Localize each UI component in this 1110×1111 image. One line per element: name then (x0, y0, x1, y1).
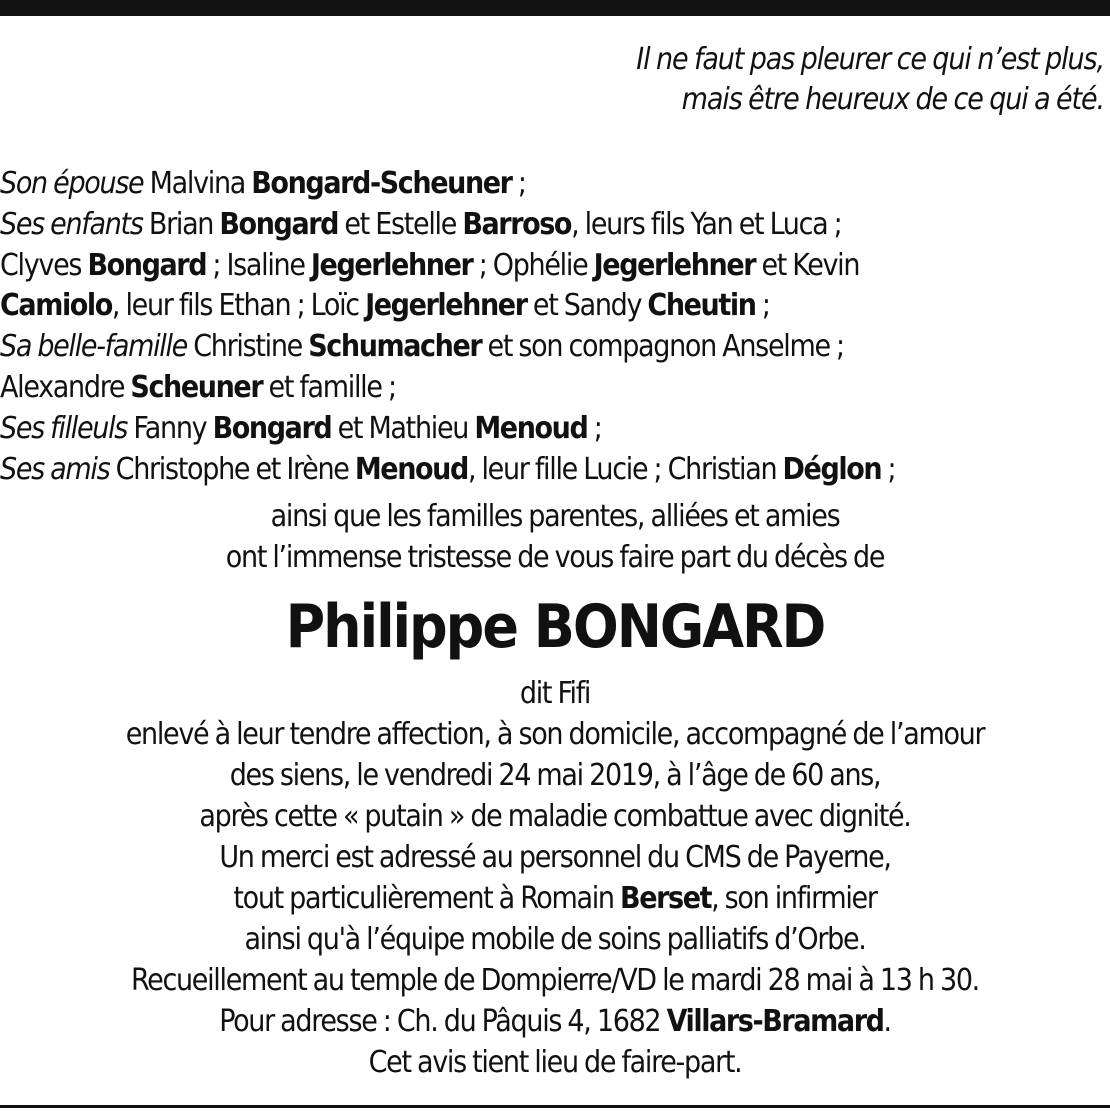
announcement-details (0, 673, 1110, 1083)
bottom-rule (0, 1105, 1110, 1108)
family-line-children: Ses enfants Brian Bongard et Estelle Barroso, leurs fils Yan et Luca ; (0, 206, 842, 242)
surname: Berset (620, 881, 712, 916)
surname: Menoud (474, 410, 588, 446)
details-line-7: Recueillement au temple de Dompierre/VD le mardi 28 mai à 13 h 30. (131, 963, 979, 998)
surname: Bongard (87, 247, 207, 283)
relation-label: Son épouse (0, 166, 144, 201)
surname: Bongard (212, 410, 332, 446)
quote-line-2: mais être heureux de ce qui a été. (681, 82, 1104, 117)
details-line-4: Un merci est adressé au personnel du CMS de Payerne, (219, 840, 891, 875)
surname: Barroso (462, 206, 572, 242)
locality: Villars-Bramard (666, 1004, 884, 1039)
details-line-1: enlevé à leur tendre affection, à son domicile, accompagné de l’amour (125, 717, 985, 752)
surname: Jegerlehner (365, 288, 527, 324)
surname: Scheuner (130, 369, 263, 405)
family-line-in-laws: Sa belle-famille Christine Schumacher et son compagnon Anselme ; (0, 329, 844, 365)
family-line-friends: Ses amis Christophe et Irène Menoud, leur fille Lucie ; Christian Déglon ; (0, 451, 896, 487)
surname: Camiolo (0, 288, 112, 324)
family-line-children-cont: Clyves Bongard ; Isaline Jegerlehner ; Ophélie Jegerlehner et Kevin (0, 247, 860, 283)
surname: Menoud (354, 451, 468, 487)
surname: Bongard-Scheuner (251, 166, 512, 201)
intro-line-2: ont l’immense tristesse de vous faire part du décès de (225, 540, 885, 575)
details-line-9: Cet avis tient lieu de faire-part. (368, 1045, 742, 1080)
details-line-6: ainsi qu'à l’équipe mobile de soins palliatifs d’Orbe. (244, 922, 866, 957)
top-rule (0, 0, 1110, 16)
family-line-children-cont-2: Camiolo, leur fils Ethan ; Loïc Jegerlehner et Sandy Cheutin ; (0, 288, 770, 324)
details-line-2: des siens, le vendredi 24 mai 2019, à l’âge de 60 ans, (229, 758, 881, 793)
surname: Cheutin (647, 288, 756, 324)
family-line-in-laws-cont: Alexandre Scheuner et famille ; (0, 369, 396, 405)
surname: Déglon (782, 451, 882, 487)
details-line-5: tout particulièrement à Romain Berset, son infirmier (233, 881, 877, 916)
nickname: dit Fifi (519, 676, 591, 711)
surname: Bongard (219, 206, 339, 242)
surname: Schumacher (308, 329, 482, 365)
announcement-intro (0, 496, 1110, 578)
family-line-spouse: Son épouse Malvina Bongard-Scheuner ; (0, 166, 526, 201)
relation-label: Ses filleuls (0, 410, 128, 446)
deceased-name: Philippe BONGARD (285, 592, 825, 662)
details-line-3: après cette « putain » de maladie combattue avec dignité. (199, 799, 911, 834)
epigraph-quote (636, 40, 1104, 120)
intro-line-1: ainsi que les familles parentes, alliées et amies (270, 499, 840, 534)
details-line-8: Pour adresse : Ch. du Pâquis 4, 1682 Villars-Bramard. (219, 1004, 891, 1039)
family-line-godchildren: Ses filleuls Fanny Bongard et Mathieu Menoud ; (0, 410, 602, 446)
relation-label: Sa belle-famille (0, 329, 187, 365)
family-list (0, 164, 1110, 490)
relation-label: Ses amis (0, 451, 110, 487)
quote-line-1: Il ne faut pas pleurer ce qui n’est plus, (636, 42, 1104, 77)
surname: Jegerlehner (310, 247, 473, 283)
relation-label: Ses enfants (0, 206, 143, 242)
surname: Jegerlehner (593, 247, 756, 283)
